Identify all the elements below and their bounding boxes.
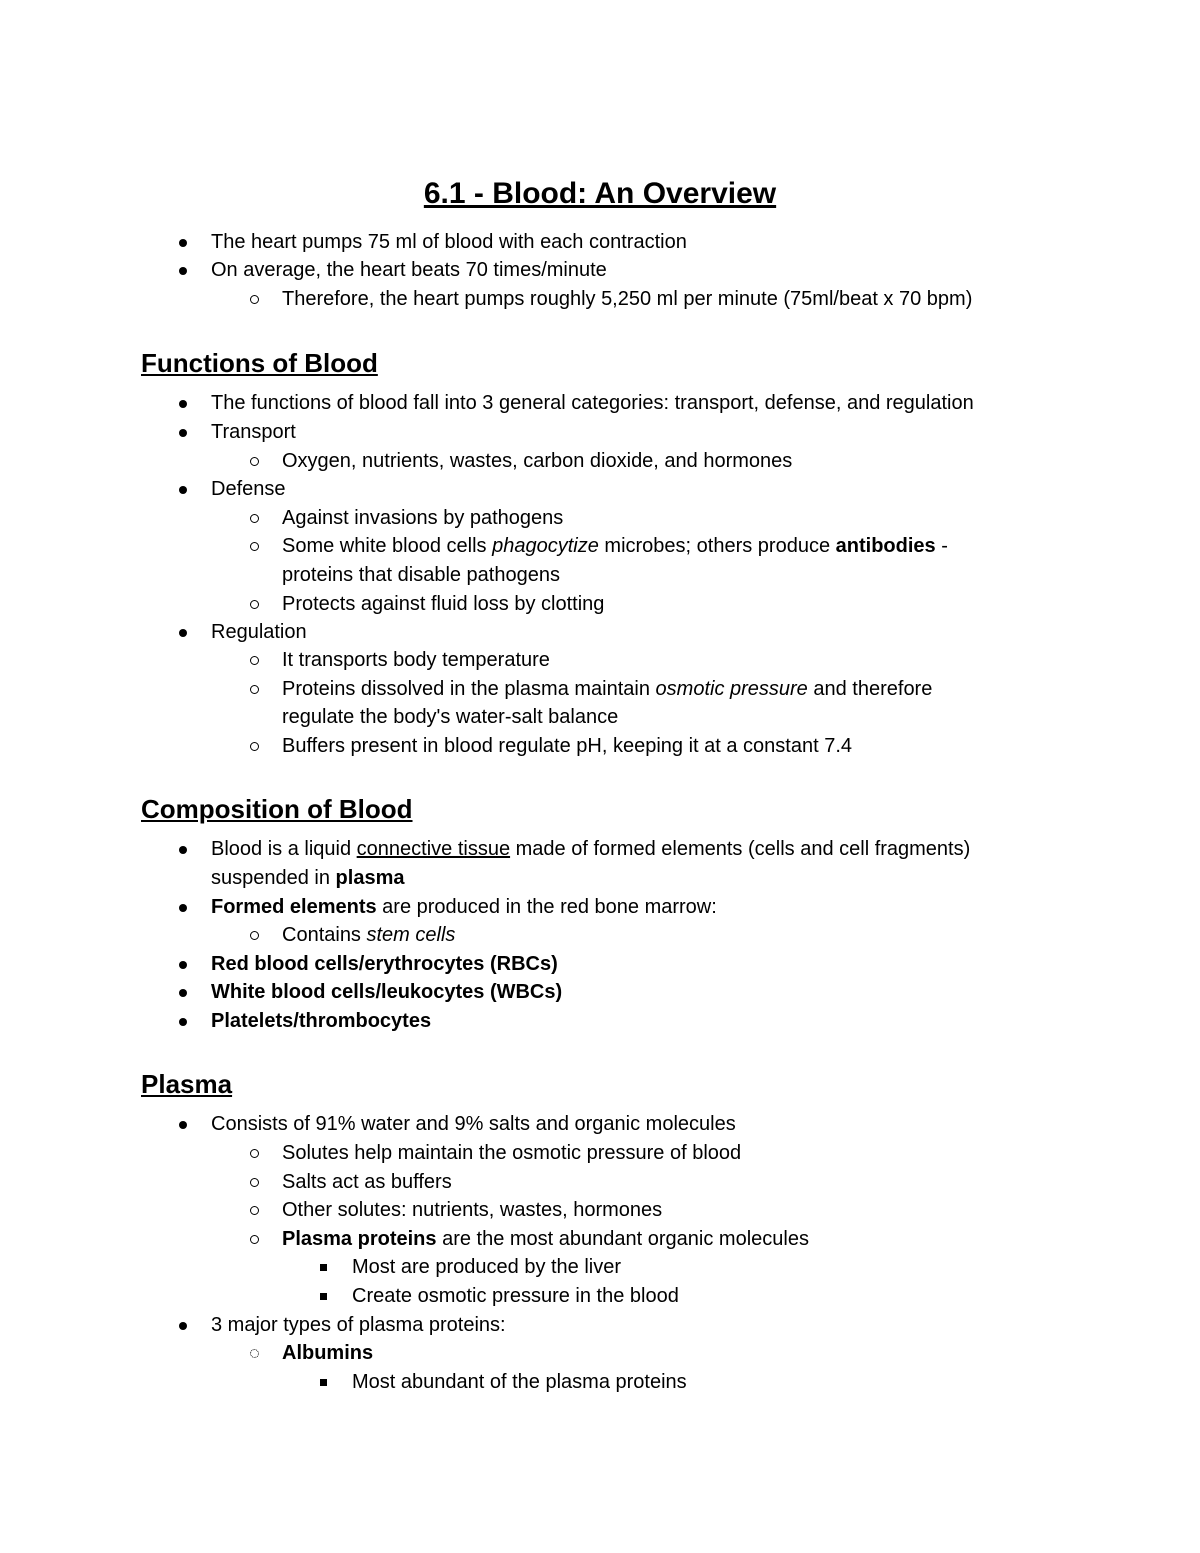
- bullet-icon: [179, 904, 187, 912]
- bullet-icon: [179, 989, 187, 997]
- circle-bullet-icon: [250, 1206, 259, 1215]
- list-item: [352, 1282, 679, 1311]
- bullet-icon: [179, 239, 187, 247]
- list-item-text: Consists of 91% water and 9% salts and organic molecules: [211, 1113, 736, 1135]
- list-item: [282, 285, 972, 314]
- circle-bullet-icon: [250, 1349, 259, 1358]
- section-heading-functions: Functions of Blood: [141, 348, 378, 378]
- bullet-icon: [179, 486, 187, 494]
- list-item: [282, 447, 792, 476]
- list-item: [282, 1196, 662, 1225]
- bold-term: Plasma proteins: [282, 1228, 437, 1250]
- list-item-text: Create osmotic pressure in the blood: [352, 1285, 679, 1307]
- list-item-text: are the most abundant organic molecules: [436, 1228, 809, 1250]
- emphasis-text: stem cells: [366, 924, 456, 946]
- emphasis-text: osmotic pressure: [655, 678, 808, 700]
- list-item: [211, 1110, 736, 1139]
- square-bullet-icon: [320, 1379, 327, 1386]
- list-item-continuation: [282, 703, 618, 732]
- list-item-text: It transports body temperature: [282, 649, 550, 671]
- bullet-icon: [179, 400, 187, 408]
- list-item: [211, 389, 974, 418]
- list-item-text: The functions of blood fall into 3 general categories: transport, defense, and regulation: [211, 392, 974, 414]
- list-item-text: Transport: [211, 421, 296, 443]
- section-heading-plasma: Plasma: [141, 1069, 233, 1099]
- emphasis-text: phagocytize: [492, 535, 599, 557]
- bullet-icon: [179, 429, 187, 437]
- bold-term: Platelets/thrombocytes: [211, 1010, 432, 1032]
- circle-bullet-icon: [250, 295, 259, 304]
- list-item: [282, 1139, 741, 1168]
- list-item-text: are produced in the red bone marrow:: [376, 896, 717, 918]
- list-item-text: Defense: [211, 478, 286, 500]
- list-item: [352, 1253, 621, 1282]
- bullet-icon: [179, 1121, 187, 1129]
- list-item-text: 3 major types of plasma proteins:: [211, 1314, 506, 1336]
- square-bullet-icon: [320, 1264, 327, 1271]
- circle-bullet-icon: [250, 1149, 259, 1158]
- bullet-icon: [179, 629, 187, 637]
- list-item-continuation: [282, 561, 560, 590]
- circle-bullet-icon: [250, 514, 259, 523]
- list-item: [282, 1339, 373, 1368]
- square-bullet-icon: [320, 1293, 327, 1300]
- list-item: [282, 646, 550, 675]
- list-item: [211, 1311, 506, 1340]
- list-item: [282, 504, 563, 533]
- list-item: [282, 1168, 452, 1197]
- list-item-text: Most are produced by the liver: [352, 1256, 622, 1278]
- bullet-icon: [179, 1322, 187, 1330]
- list-item-text: Contains: [282, 924, 367, 946]
- list-item-text: regulate the body's water-salt balance: [282, 706, 619, 728]
- circle-bullet-icon: [250, 542, 259, 551]
- list-item-continuation: [211, 864, 404, 893]
- underlined-term: connective tissue: [356, 838, 511, 860]
- list-item-text: Blood is a liquid: [211, 838, 357, 860]
- list-item: [211, 618, 307, 647]
- list-item: [282, 921, 455, 950]
- page-title: 6.1 - Blood: An Overview: [423, 177, 777, 210]
- list-item: [211, 835, 970, 864]
- list-item-text: made of formed elements (cells and cell fragments): [510, 838, 971, 860]
- circle-bullet-icon: [250, 600, 259, 609]
- list-item-text: microbes; others produce: [598, 535, 836, 557]
- list-item-text: Against invasions by pathogens: [282, 507, 564, 529]
- bold-term: White blood cells/leukocytes (WBCs): [211, 981, 563, 1003]
- bold-term: antibodies: [835, 535, 936, 557]
- list-item: [211, 950, 558, 979]
- bullet-icon: [179, 961, 187, 969]
- list-item: [211, 893, 717, 922]
- list-item: [282, 675, 932, 704]
- list-item: [211, 1007, 431, 1036]
- circle-bullet-icon: [250, 1235, 259, 1244]
- list-item-text: -: [935, 535, 948, 557]
- list-item-text: Solutes help maintain the osmotic pressure of blood: [282, 1142, 742, 1164]
- bold-term: Red blood cells/erythrocytes (RBCs): [211, 953, 558, 975]
- list-item: [282, 590, 604, 619]
- list-item-text: Regulation: [211, 621, 307, 643]
- bold-term: Formed elements: [211, 896, 377, 918]
- list-item-text: Buffers present in blood regulate pH, keeping it at a constant 7.4: [282, 735, 852, 757]
- bold-term: plasma: [335, 867, 405, 889]
- circle-bullet-icon: [250, 1178, 259, 1187]
- list-item-text: Salts act as buffers: [282, 1171, 452, 1193]
- circle-bullet-icon: [250, 457, 259, 466]
- list-item: [211, 256, 607, 285]
- bullet-icon: [179, 267, 187, 275]
- list-item-text: Some white blood cells: [282, 535, 493, 557]
- list-item-text: Protects against fluid loss by clotting: [282, 593, 605, 615]
- section-heading-composition: Composition of Blood: [141, 794, 413, 824]
- list-item-text: Therefore, the heart pumps roughly 5,250 ml per minute (75ml/beat x 70 bpm): [282, 288, 973, 310]
- list-item: [211, 475, 286, 504]
- circle-bullet-icon: [250, 685, 259, 694]
- list-item-text: proteins that disable pathogens: [282, 564, 560, 586]
- list-item-text: Proteins dissolved in the plasma maintain: [282, 678, 656, 700]
- list-item-text: Oxygen, nutrients, wastes, carbon dioxide, and hormones: [282, 450, 793, 472]
- list-item: [282, 1225, 809, 1254]
- list-item: [282, 732, 852, 761]
- list-item-text: Other solutes: nutrients, wastes, hormones: [282, 1199, 663, 1221]
- bullet-icon: [179, 846, 187, 854]
- list-item: [211, 978, 562, 1007]
- bold-term: Albumins: [282, 1342, 374, 1364]
- list-item: [282, 532, 948, 561]
- circle-bullet-icon: [250, 742, 259, 751]
- list-item-text: On average, the heart beats 70 times/minute: [211, 259, 607, 281]
- bullet-icon: [179, 1018, 187, 1026]
- list-item-text: The heart pumps 75 ml of blood with each contraction: [211, 231, 687, 253]
- list-item-text: Most abundant of the plasma proteins: [352, 1371, 687, 1393]
- circle-bullet-icon: [250, 656, 259, 665]
- list-item-text: and therefore: [807, 678, 933, 700]
- list-item: [211, 228, 687, 257]
- circle-bullet-icon: [250, 931, 259, 940]
- list-item: [352, 1368, 687, 1397]
- list-item: [211, 418, 296, 447]
- list-item-text: suspended in: [211, 867, 336, 889]
